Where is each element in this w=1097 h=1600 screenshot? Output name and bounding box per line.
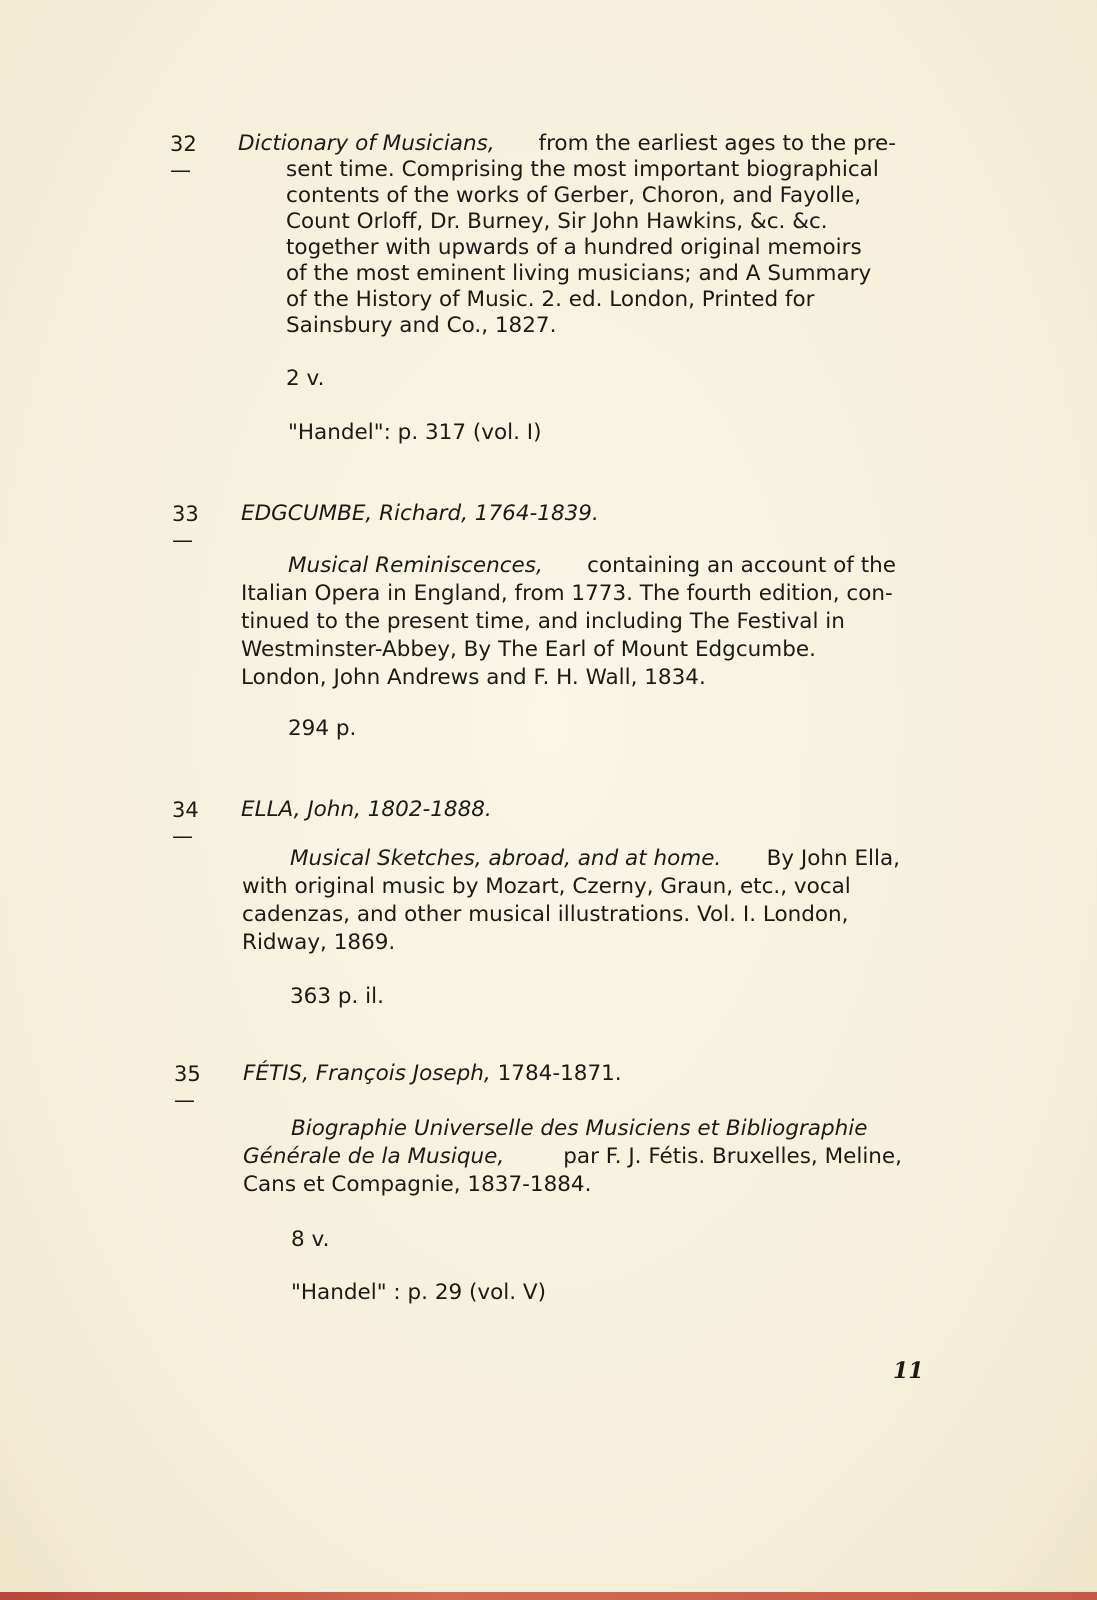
entry-note: "Handel" : p. 29 (vol. V) xyxy=(291,1280,547,1305)
entry-number: 34 — xyxy=(172,798,199,848)
entry-number: 33 — xyxy=(172,502,199,552)
entry-line xyxy=(288,553,896,579)
entry-line: together with upwards of a hundred original memoirs xyxy=(286,235,862,260)
entry-line: sent time. Comprising the most important biographical xyxy=(286,157,879,182)
entry-line: of the most eminent living musicians; and A Summary xyxy=(286,261,872,286)
entry-title: Dictionary of Musicians, xyxy=(238,131,495,156)
entry-text: from the earliest ages to the pre- xyxy=(538,131,896,156)
entry-extent: 8 v. xyxy=(291,1227,330,1252)
entry-line: cadenzas, and other musical illustrations. Vol. I. London, xyxy=(242,902,849,927)
entry-text: par F. J. Fétis. Bruxelles, Meline, xyxy=(563,1144,902,1169)
entry-line: Count Orloff, Dr. Burney, Sir John Hawkins, &c. &c. xyxy=(286,209,828,234)
entry-line: with original music by Mozart, Czerny, Graun, etc., vocal xyxy=(242,874,851,899)
entry-heading: EDGCUMBE, Richard, 1764-1839. xyxy=(241,501,599,526)
entry-title: Musical Sketches, abroad, and at home. xyxy=(290,846,722,871)
entry-line: tinued to the present time, and including The Festival in xyxy=(241,609,845,634)
entry-number: 35 — xyxy=(174,1062,201,1112)
entry-line: of the History of Music. 2. ed. London, Printed for xyxy=(286,287,815,312)
entry-extent: 2 v. xyxy=(286,366,325,391)
entry-line: Ridway, 1869. xyxy=(242,930,396,955)
entry-title: Générale de la Musique, xyxy=(243,1144,505,1169)
entry-line xyxy=(238,131,896,157)
entry-extent: 363 p. il. xyxy=(290,984,384,1009)
entry-heading: FÉTIS, François Joseph, 1784-1871. xyxy=(243,1061,622,1086)
entry-line: Sainsbury and Co., 1827. xyxy=(286,313,557,338)
entry-title: Biographie Universelle des Musiciens et Bibliographie xyxy=(291,1116,868,1141)
entry-line xyxy=(243,1144,902,1170)
entry-number: 32 — xyxy=(170,132,197,182)
entry-text: containing an account of the xyxy=(587,553,896,578)
entry-line: Westminster-Abbey, By The Earl of Mount Edgcumbe. xyxy=(241,637,816,662)
entry-line: Cans et Compagnie, 1837-1884. xyxy=(243,1172,592,1197)
entry-line: London, John Andrews and F. H. Wall, 1834. xyxy=(241,665,706,690)
entry-line: contents of the works of Gerber, Choron, and Fayolle, xyxy=(286,183,862,208)
entry-line xyxy=(290,846,900,872)
entry-line: Italian Opera in England, from 1773. The fourth edition, con- xyxy=(241,581,893,606)
entry-text: By John Ella, xyxy=(766,846,900,871)
entry-title: Musical Reminiscences, xyxy=(288,553,543,578)
page-number: 11 xyxy=(893,1358,924,1384)
entry-heading: ELLA, John, 1802-1888. xyxy=(241,797,492,822)
entry-extent: 294 p. xyxy=(288,716,357,741)
entry-note: "Handel": p. 317 (vol. I) xyxy=(288,420,542,445)
